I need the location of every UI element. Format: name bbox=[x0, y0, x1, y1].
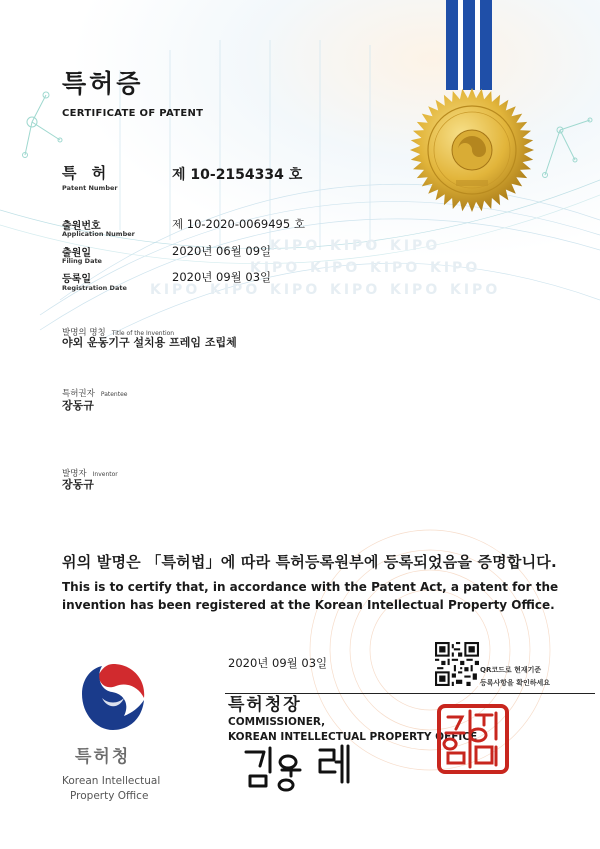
qr-note-line1: QR코드로 현재기준 bbox=[480, 666, 542, 674]
kipo-logo-icon bbox=[78, 660, 148, 734]
registration-date-label: 등록일 bbox=[62, 274, 91, 285]
application-number-value: 제 10-2020-0069495 호 bbox=[172, 217, 305, 231]
svg-text:KIPO: KIPO bbox=[390, 282, 441, 298]
commissioner-title-en-2: KOREAN INTELLECTUAL PROPERTY OFFICE bbox=[228, 731, 478, 743]
kipo-name-ko: 특허청 bbox=[75, 747, 131, 767]
svg-text:KIPO: KIPO bbox=[430, 260, 481, 276]
invention-label: 발명의 명칭 bbox=[62, 328, 106, 338]
svg-text:KIPO: KIPO bbox=[250, 260, 301, 276]
certification-statement-ko: 위의 발명은 「특허법」에 따라 특허등록원부에 등록되었음을 증명합니다. bbox=[62, 553, 557, 571]
patentee-label-en: Patentee bbox=[100, 391, 128, 398]
issue-date: 2020년 09월 03일 bbox=[228, 656, 328, 670]
invention-label-en: Title of the Invention bbox=[111, 330, 175, 337]
svg-text:KIPO: KIPO bbox=[450, 282, 501, 298]
inventor-value: 장동규 bbox=[62, 478, 94, 491]
gold-seal-ribbon bbox=[400, 0, 560, 230]
inventor-label-en: Inventor bbox=[92, 471, 118, 478]
certification-statement-en: This is to certify that, in accordance with the Patent Act, a patent for the invention has been registered at the Korean Intellectual Property Office. bbox=[62, 580, 559, 612]
patentee-value: 장동규 bbox=[62, 399, 94, 412]
svg-text:KIPO: KIPO bbox=[330, 238, 381, 254]
svg-text:KIPO: KIPO bbox=[270, 238, 321, 254]
svg-text:KIPO: KIPO bbox=[310, 260, 361, 276]
patent-number-label-en: Patent Number bbox=[62, 184, 118, 192]
commissioner-signature bbox=[238, 742, 378, 792]
filing-date-value: 2020년 06월 09일 bbox=[172, 244, 272, 258]
registration-date-label-en: Registration Date bbox=[62, 284, 127, 292]
svg-text:KIPO: KIPO bbox=[390, 238, 441, 254]
patent-number-value: 제 10-2154334 호 bbox=[172, 167, 303, 183]
patentee-label: 특허권자 bbox=[62, 389, 95, 399]
svg-text:KIPO: KIPO bbox=[150, 282, 201, 298]
commissioner-title-en-1: COMMISSIONER, bbox=[228, 716, 326, 728]
filing-date-label: 출원일 bbox=[62, 248, 91, 259]
registration-date-value: 2020년 09월 03일 bbox=[172, 270, 272, 284]
kipo-name-en-line2: Property Office bbox=[70, 790, 149, 802]
qr-note bbox=[480, 664, 550, 690]
application-number-label-en: Application Number bbox=[62, 230, 135, 238]
official-red-seal bbox=[436, 703, 510, 775]
certificate-subtitle: CERTIFICATE OF PATENT bbox=[62, 108, 204, 119]
filing-date-label-en: Filing Date bbox=[62, 257, 102, 265]
commissioner-title-ko: 특허청장 bbox=[228, 695, 302, 715]
certificate-title: 특허증 bbox=[62, 69, 144, 98]
qr-note-line2: 등록사항을 확인하세요 bbox=[480, 679, 551, 687]
svg-text:KIPO: KIPO bbox=[210, 282, 261, 298]
application-number-label: 출원번호 bbox=[62, 221, 101, 232]
svg-text:KIPO: KIPO bbox=[370, 260, 421, 276]
svg-text:KIPO: KIPO bbox=[330, 282, 381, 298]
svg-text:KIPO: KIPO bbox=[270, 282, 321, 298]
invention-title-value: 야외 운동기구 설치용 프레임 조립체 bbox=[62, 336, 237, 349]
qr-code[interactable] bbox=[435, 642, 479, 686]
inventor-label: 발명자 bbox=[62, 469, 87, 479]
patent-number-label: 특 허 bbox=[62, 164, 112, 182]
kipo-name-en-line1: Korean Intellectual bbox=[62, 775, 161, 787]
